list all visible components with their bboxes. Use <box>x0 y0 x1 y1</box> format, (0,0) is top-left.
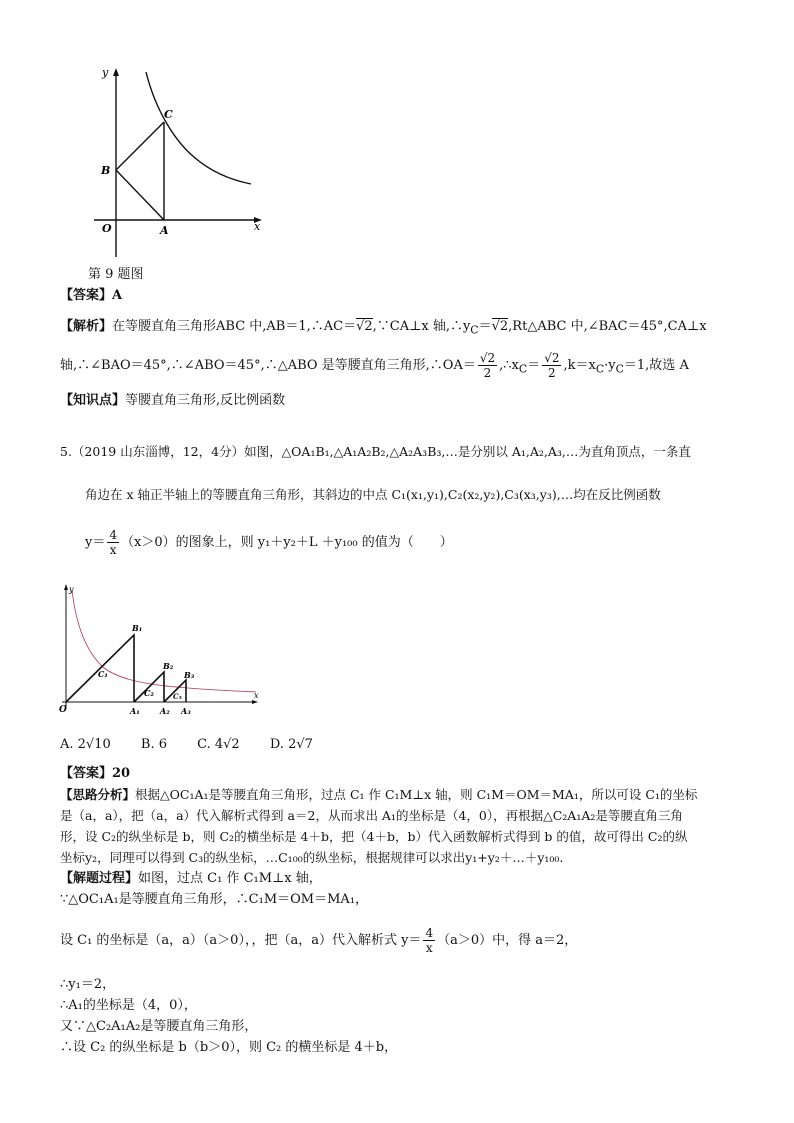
frac-den: 2 <box>483 366 492 380</box>
frac-num: 4 <box>425 926 434 940</box>
frac-num: √2 <box>479 351 496 365</box>
q9-analysis-text-1a: 在等腰直角三角形ABC 中,AB＝1,∴AC＝ <box>112 319 357 334</box>
q5-process-text-1: 如图，过点 C₁ 作 C₁M⊥x 轴， <box>138 871 322 886</box>
q5-idea-line3: 形，设 C₂的纵坐标是 b，则 C₂的横坐标是 4＋b，把（4＋b，b）代入函数解析式得到 b 的值，故可得出 C₂的纵 <box>60 829 688 844</box>
fig5-y-axis-arrow <box>64 584 68 590</box>
choice-d[interactable]: D. 2√7 <box>269 737 313 752</box>
fig5-label-a3: A₃ <box>181 706 191 716</box>
fig5-label-o: O <box>59 705 67 715</box>
q5-line1: 5.（2019 山东淄博，12，4分）如图，△OA₁B₁,△A₁A₂B₂,△A₂A₃B₃,…是分别以 A₁,A₂,A₃,…为直角顶点，一条直 <box>60 444 691 459</box>
q9-analysis-text-2c: ＝ <box>527 358 541 373</box>
figure-5 <box>56 580 266 720</box>
q5-process-line3 <box>60 924 577 958</box>
fig5-label-x: x <box>254 691 259 700</box>
q5-process-tag: 【解题过程】 <box>60 871 139 886</box>
fig9-label-o: O <box>102 222 112 235</box>
q5-process-text-3a: 设 C₁ 的坐标是（a，a）（a＞0），，把（a，a）代入解析式 y＝ <box>60 933 422 948</box>
q5-idea-text-1: 根据△OC₁A₁是等腰直角三角形，过点 C₁ 作 C₁M⊥x 轴，则 C₁M＝OM＝MA₁，所以可设 C₁的坐标 <box>135 787 698 802</box>
q9-answer: 【答案】A <box>60 288 123 303</box>
q9-analysis-text-2e: ·y <box>604 358 616 373</box>
frac-den: 2 <box>548 366 556 380</box>
sub-c: C <box>470 323 479 337</box>
q9-analysis-text-2a: 轴,∴∠BAO＝45°,∴∠ABO＝45°,∴△ABO 是等腰直角三角形,∴OA＝ <box>60 358 476 373</box>
sub-c: C <box>615 362 624 376</box>
fig9-label-x: x <box>254 220 261 233</box>
q5-line2: 角边在 x 轴正半轴上的等腰直角三角形，其斜边的中点 C₁(x₁,y₁),C₂(x₂,y₂),C₃(x₃,y₃),…均在反比例函数 <box>85 487 661 502</box>
q5-process-text-3b: （a＞0）中，得 a＝2， <box>437 933 578 948</box>
fig5-label-y: y <box>69 585 74 594</box>
q5-process-line6: 又∵△C₂A₁A₂是等腰直角三角形， <box>60 1019 258 1034</box>
choice-b[interactable]: B. 6 <box>140 737 167 752</box>
choice-a[interactable]: A. 2√10 <box>60 737 111 752</box>
q9-analysis-text-2b: ,∴x <box>499 358 519 373</box>
fig5-label-c3: C₃ <box>173 692 182 701</box>
fig5-label-b3: B₃ <box>184 670 195 680</box>
q5-process-line5: ∴A₁的坐标是（4，0）， <box>60 998 197 1013</box>
fig9-label-y: y <box>102 66 109 79</box>
choice-c[interactable]: C. 4√2 <box>197 737 240 752</box>
sub-c: C <box>518 362 528 376</box>
hyperbola-curve <box>146 72 251 184</box>
fig9-label-b: B <box>101 164 111 177</box>
q5-idea-line4: 坐标y₂，同理可以得到 C₃的纵坐标，…C₁₀₀的纵坐标，根据规律可以求出y₁+y₂＋…＋y₁₀₀. <box>60 850 564 865</box>
q9-analysis-line1 <box>60 318 707 340</box>
frac-num: 4 <box>109 528 117 542</box>
fig9-label-c: C <box>164 108 173 121</box>
q9-knowledge <box>60 392 285 410</box>
fig9-label-a: A <box>160 224 169 237</box>
figure-9-caption: 第 9 题图 <box>88 267 144 282</box>
q5-choices <box>60 736 339 754</box>
q5-idea-line2: 是（a，a），把（a，a）代入解析式得到 a＝2，从而求出 A₁的坐标是（4，0），再根据△C₂A₁A₂是等腰直角三角 <box>60 808 683 823</box>
fig5-label-b1: B₁ <box>132 623 143 633</box>
fig5-label-a1: A₁ <box>130 706 140 716</box>
q9-analysis-line2 <box>60 350 689 386</box>
fig5-x-axis-arrow <box>252 700 258 704</box>
q9-analysis-text-2f: ＝1,故选 A <box>623 358 689 373</box>
q5-idea-tag: 【思路分析】 <box>60 787 136 802</box>
fraction-sqrt2-over-2-a <box>478 351 497 380</box>
fraction-4-over-x <box>107 528 119 557</box>
segment-bc <box>116 122 164 170</box>
q9-knowledge-text: 等腰直角三角形,反比例函数 <box>125 393 286 408</box>
sub-c: C <box>595 362 605 376</box>
q9-analysis-text-1d: ,Rt△ABC 中,∠BAC＝45°,CA⊥x <box>508 319 707 334</box>
q9-analysis-text-2d: ,k＝x <box>563 358 596 373</box>
fig5-label-c1: C₁ <box>98 669 108 679</box>
frac-den: x <box>109 543 117 557</box>
frac-num: √2 <box>544 351 560 365</box>
sqrt2-a: √2 <box>356 319 373 334</box>
q5-line3 <box>85 526 453 560</box>
q9-knowledge-tag: 【知识点】 <box>60 393 126 408</box>
q5-process-line1 <box>60 870 322 888</box>
q5-answer: 【答案】20 <box>60 766 131 781</box>
q5-line3-a: y＝ <box>85 535 106 550</box>
q9-analysis-text-1b: ,∵CA⊥x 轴,∴y <box>372 319 471 334</box>
fig5-label-c2: C₂ <box>144 688 154 698</box>
q5-process-line2: ∵△OC₁A₁是等腰直角三角形，∴C₁M＝OM＝MA₁， <box>60 892 369 907</box>
segment-ba <box>116 170 164 220</box>
sqrt2-b: √2 <box>491 319 509 334</box>
fig5-label-a2: A₂ <box>160 706 170 716</box>
q5-idea-line1 <box>60 786 697 804</box>
q9-analysis-tag: 【解析】 <box>60 319 113 334</box>
fig5-label-b2: B₂ <box>163 661 174 671</box>
q5-process-line4: ∴y₁＝2， <box>60 977 116 992</box>
figure-9 <box>86 62 276 262</box>
frac-den: x <box>425 941 433 955</box>
y-axis-arrow <box>113 68 119 76</box>
q9-analysis-text-1c: ＝ <box>478 319 492 334</box>
q5-process-line7: ∴设 C₂ 的纵坐标是 b（b＞0），则 C₂ 的横坐标是 4＋b， <box>60 1040 398 1055</box>
fraction-4-over-x-b <box>423 926 435 955</box>
q5-line3-b: （x＞0）的图象上，则 y₁＋y₂＋L ＋y₁₀₀ 的值为（ ） <box>121 535 453 550</box>
fraction-sqrt2-over-2-b <box>542 351 561 380</box>
